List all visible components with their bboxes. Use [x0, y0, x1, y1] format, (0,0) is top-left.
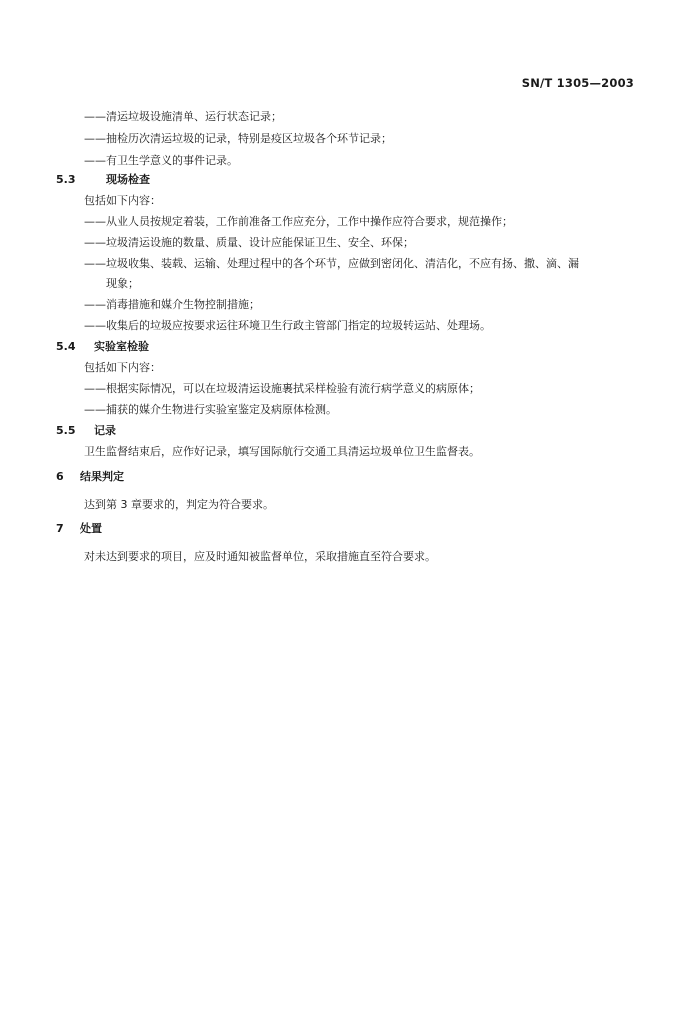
list-item: ——根据实际情况，可以在垃圾清运设施裹拭采样检验有流行病学意义的病原体；: [84, 382, 480, 395]
list-item: ——垃圾收集、装载、运输、处理过程中的各个环节，应做到密闭化、清洁化，不应有扬、撒、滴、漏: [84, 257, 579, 270]
list-item: ——收集后的垃圾应按要求运往环境卫生行政主管部门指定的垃圾转运站、处理场。: [84, 319, 491, 332]
section-number: 5.4: [56, 340, 76, 353]
list-item: ——捕获的媒介生物进行实验室鉴定及病原体检测。: [84, 403, 337, 416]
section-title: 现场检查: [106, 173, 150, 186]
list-item-continuation: 现象；: [106, 277, 139, 290]
section-text: 达到第 3 章要求的，判定为符合要求。: [84, 498, 274, 511]
section-number: 5.5: [56, 424, 76, 437]
list-item: ——有卫生学意义的事件记录。: [84, 154, 238, 167]
list-item: ——抽检历次清运垃圾的记录，特别是疫区垃圾各个环节记录；: [84, 132, 392, 145]
section-title: 结果判定: [80, 470, 124, 483]
section-title: 处置: [80, 522, 102, 535]
section-number: 7: [56, 522, 64, 535]
section-number: 6: [56, 470, 64, 483]
section-number: 5.3: [56, 173, 76, 186]
section-text: 对未达到要求的项目，应及时通知被监督单位，采取措施直至符合要求。: [84, 550, 436, 563]
section-text: 卫生监督结束后，应作好记录，填写国际航行交通工具清运垃圾单位卫生监督表。: [84, 445, 480, 458]
section-title: 记录: [94, 424, 116, 437]
section-intro: 包括如下内容：: [84, 194, 161, 207]
section-intro: 包括如下内容：: [84, 361, 161, 374]
list-item: ——消毒措施和媒介生物控制措施；: [84, 298, 260, 311]
list-item: ——清运垃圾设施清单、运行状态记录；: [84, 110, 282, 123]
list-item: ——从业人员按规定着装，工作前准备工作应充分，工作中操作应符合要求，规范操作；: [84, 215, 513, 228]
standard-code: SN/T 1305—2003: [521, 76, 634, 90]
list-item: ——垃圾清运设施的数量、质量、设计应能保证卫生、安全、环保；: [84, 236, 414, 249]
section-title: 实验室检验: [94, 340, 149, 353]
